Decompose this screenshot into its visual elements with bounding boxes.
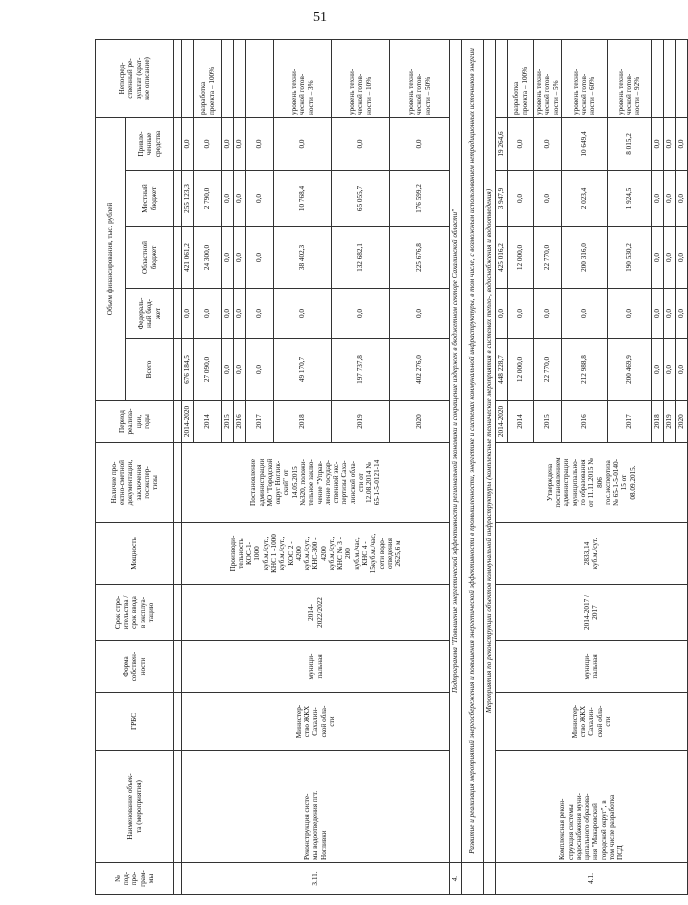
year-cell: 2014 [194, 401, 222, 443]
federal-cell: 0,0 [496, 289, 508, 339]
column-number-cell [174, 401, 182, 443]
attracted-cell: 0,0 [390, 117, 450, 170]
page-number: 51 [313, 10, 327, 25]
object-period: 2014-2017 / 2017 [496, 585, 688, 641]
result-cell [246, 39, 274, 117]
header-funding: Объем финансирования, тыс. рублей [96, 117, 126, 400]
attracted-cell: 10 649,4 [561, 117, 607, 170]
year-cell: 2018 [274, 401, 332, 443]
total-cell: 0,0 [246, 339, 274, 401]
year-cell: 2017 [607, 401, 651, 443]
object-number: 3.11. [182, 863, 450, 895]
attracted-cell: 0,0 [508, 117, 534, 170]
federal-cell: 0,0 [194, 289, 222, 339]
regional-cell: 225 676,8 [390, 227, 450, 289]
financing-row [182, 39, 194, 894]
regional-cell: 132 682,1 [332, 227, 390, 289]
column-number-cell [174, 751, 182, 863]
local-cell: 1 924,5 [607, 171, 651, 227]
object-name: Реконструкция систе- мы водоотведения пгт. Ногливки [182, 751, 450, 863]
measures-title: Мероприятия по реконструкции объектов коммунальной инфраструктуры (комплексные технические мероприятия в системах тепло-, водоснабжения и водоотведения) [484, 39, 496, 862]
column-number-cell [174, 289, 182, 339]
year-cell: 2020 [390, 401, 450, 443]
object-name: Комплексная рекон- струкция системы водоснабжения муни- ципального образова- ния "Макаровский городской округ", в том числе разработка ПСД [496, 751, 688, 863]
attracted-cell: 0,0 [651, 117, 663, 170]
result-cell: разработка проекта – 100% [508, 39, 534, 117]
column-number-cell [174, 117, 182, 170]
federal-cell: 0,0 [675, 289, 687, 339]
header-ownership: Форма собствен- ности [96, 641, 174, 693]
federal-cell: 0,0 [390, 289, 450, 339]
year-cell: 2015 [534, 401, 562, 443]
column-number-cell [174, 39, 182, 117]
header-period: Срок стро- ительства / срок ввода в эксплуа- тацию [96, 585, 174, 641]
goal-empty-cell [462, 863, 484, 895]
header-row-1 [96, 39, 126, 894]
header-federal: Федераль- ный бюд- жет [126, 289, 174, 339]
attracted-cell: 0,0 [534, 117, 562, 170]
column-number-cell [174, 227, 182, 289]
local-cell: 0,0 [663, 171, 675, 227]
object-ownership: муници- пальная [496, 641, 688, 693]
column-number-cell [174, 443, 182, 523]
local-cell: 255 123,3 [182, 171, 194, 227]
result-cell [496, 39, 508, 117]
result-cell [222, 39, 234, 117]
federal-cell: 0,0 [332, 289, 390, 339]
object-capacity: 2833,14 куб.м./сут. [496, 523, 688, 585]
year-cell: 2015 [222, 401, 234, 443]
header-grbs: ГРБС [96, 693, 174, 751]
attracted-cell: 0,0 [274, 117, 332, 170]
result-cell: уровень техни- ческой готов- ности – 5% [534, 39, 562, 117]
regional-cell: 0,0 [651, 227, 663, 289]
local-cell: 176 599,2 [390, 171, 450, 227]
regional-cell: 0,0 [675, 227, 687, 289]
object-docs: Постановление администрации МО "Городской округ Ноглик- ский" от 14.05.2015 №320, положи- тельное заклю- чение "Управ- ление государ- ственной экс- пертизы Саха- линской обла- сти от 12.08.2014 № 65-1-5-0121-14 [182, 443, 450, 523]
total-cell: 0,0 [234, 339, 246, 401]
federal-cell: 0,0 [607, 289, 651, 339]
attracted-cell: 19 264,6 [496, 117, 508, 170]
financing-row [496, 39, 508, 894]
result-cell [182, 39, 194, 117]
total-cell: 676 184,5 [182, 339, 194, 401]
column-number-cell [174, 171, 182, 227]
column-number-cell [174, 585, 182, 641]
federal-cell: 0,0 [651, 289, 663, 339]
regional-cell: 24 300,0 [194, 227, 222, 289]
header-regional: Областной бюджет [126, 227, 174, 289]
column-number-cell [174, 641, 182, 693]
federal-cell: 0,0 [182, 289, 194, 339]
result-cell [663, 39, 675, 117]
federal-cell: 0,0 [561, 289, 607, 339]
local-cell: 0,0 [222, 171, 234, 227]
column-number-cell [174, 863, 182, 895]
total-cell: 200 469,9 [607, 339, 651, 401]
goal-row [462, 39, 484, 894]
regional-cell: 0,0 [246, 227, 274, 289]
total-cell: 448 228,7 [496, 339, 508, 401]
regional-cell: 12 000,0 [508, 227, 534, 289]
header-total: Всего [126, 339, 174, 401]
result-cell: уровень техни- ческой готов- ности – 3% [274, 39, 332, 117]
total-cell: 0,0 [675, 339, 687, 401]
year-cell: 2018 [651, 401, 663, 443]
year-cell: 2016 [561, 401, 607, 443]
year-cell: 2016 [234, 401, 246, 443]
measures-row [484, 39, 496, 894]
federal-cell: 0,0 [534, 289, 562, 339]
attracted-cell: 0,0 [182, 117, 194, 170]
column-number-cell [174, 693, 182, 751]
local-cell: 0,0 [534, 171, 562, 227]
year-cell: 2014 [508, 401, 534, 443]
attracted-cell: 0,0 [234, 117, 246, 170]
regional-cell: 190 530,2 [607, 227, 651, 289]
financing-table [95, 39, 688, 895]
object-4-1-body [496, 39, 688, 894]
attracted-cell: 0,0 [675, 117, 687, 170]
object-period: 2014- 2022/2022 [182, 585, 450, 641]
rotated-table-container [95, 40, 686, 895]
regional-cell: 0,0 [234, 227, 246, 289]
header-name: Наименование объек- та (мероприятия) [96, 751, 174, 863]
local-cell: 65 055,7 [332, 171, 390, 227]
federal-cell: 0,0 [234, 289, 246, 339]
local-cell: 0,0 [651, 171, 663, 227]
federal-cell: 0,0 [508, 289, 534, 339]
subprogram-row [450, 39, 462, 894]
header-capacity: Мощность [96, 523, 174, 585]
local-cell: 3 947,9 [496, 171, 508, 227]
object-grbs: Министер- ство ЖКХ Сахалин- ской обла- сти [496, 693, 688, 751]
result-cell: разработка проекта – 100% [194, 39, 222, 117]
column-number-cell [174, 523, 182, 585]
object-grbs: Министер- ство ЖКХ Сахалин- ской обла- сти [182, 693, 450, 751]
local-cell: 0,0 [508, 171, 534, 227]
header-attracted: Привле- ченные средства [126, 117, 174, 170]
object-capacity: Производи- тельность КОС-1- 1000 куб.м./сут., КНС 1 -1000 куб.м./сут., КОС 2 - 4200 куб.м./сут., КНС-300 - 4200 куб.м./сут., КНС № 3 - 200 куб.м./час, КНС 4 - 15куб.м./час, сети водо- отведения 2625,6 м [182, 523, 450, 585]
total-cell: 0,0 [651, 339, 663, 401]
regional-cell: 425 016,2 [496, 227, 508, 289]
header-num: № под- про- грам- мы [96, 863, 174, 895]
result-cell [675, 39, 687, 117]
total-cell: 402 276,0 [390, 339, 450, 401]
result-cell: уровень техни- ческой готов- ности – 50% [390, 39, 450, 117]
local-cell: 0,0 [675, 171, 687, 227]
header-result: Непосред- ственный ре- зультат (крат- кое описание) [96, 39, 174, 117]
local-cell: 0,0 [234, 171, 246, 227]
result-cell: уровень техни- ческой готов- ности – 92% [607, 39, 651, 117]
attracted-cell: 0,0 [663, 117, 675, 170]
local-cell: 2 790,0 [194, 171, 222, 227]
subprogram-title: Подпрограмма "Повышение энергетической эффективности региональной экономики и сокращение издержек в бюджетном секторе Сахалинской области" [450, 39, 462, 862]
object-number: 4.1. [496, 863, 688, 895]
result-cell [651, 39, 663, 117]
total-cell: 197 737,8 [332, 339, 390, 401]
attracted-cell: 0,0 [222, 117, 234, 170]
attracted-cell: 0,0 [332, 117, 390, 170]
total-cell: 49 170,7 [274, 339, 332, 401]
section-number: 4. [450, 863, 462, 895]
object-docs: Утверждена постановлением администрации муниципально- го образования от 11.11.2015 № 806 гос.экспертиза № 65-1-5-0140- 15 от 08.09.2015. [496, 443, 688, 523]
regional-cell: 200 316,0 [561, 227, 607, 289]
result-cell: уровень техни- ческой готов- ности – 60% [561, 39, 607, 117]
attracted-cell: 0,0 [246, 117, 274, 170]
year-cell: 2019 [332, 401, 390, 443]
regional-cell: 38 402,3 [274, 227, 332, 289]
header-local: Местный бюджет [126, 171, 174, 227]
object-3-11-body [182, 39, 450, 894]
column-number-row [174, 39, 182, 894]
year-cell: 2019 [663, 401, 675, 443]
regional-cell: 22 770,0 [534, 227, 562, 289]
total-cell: 22 770,0 [534, 339, 562, 401]
local-cell: 0,0 [246, 171, 274, 227]
measures-empty-cell [484, 863, 496, 895]
header-docs: Наличие про- ектно-сметной документации, заключения госэкспер- тизы [96, 443, 174, 523]
regional-cell: 421 061,2 [182, 227, 194, 289]
regional-cell: 0,0 [222, 227, 234, 289]
year-cell: 2017 [246, 401, 274, 443]
regional-cell: 0,0 [663, 227, 675, 289]
goal-text: Развитие и реализация мероприятий энергосбережения и повышения энергетической эффективности в промышленности, энергетике и системах коммунальной инфраструктуры, в том числе, с возможным использованием нетрадиционных источников энергии [462, 39, 484, 862]
total-cell: 212 988,8 [561, 339, 607, 401]
object-ownership: муници- пальная [182, 641, 450, 693]
subprogram-section [450, 39, 496, 894]
year-cell: 2020 [675, 401, 687, 443]
local-cell: 2 023,4 [561, 171, 607, 227]
attracted-cell: 8 015,2 [607, 117, 651, 170]
column-number-cell [174, 339, 182, 401]
result-cell: уровень техни- ческой готов- ности – 10% [332, 39, 390, 117]
total-cell: 27 090,0 [194, 339, 222, 401]
total-cell: 0,0 [222, 339, 234, 401]
total-cell: 0,0 [663, 339, 675, 401]
local-cell: 10 768,4 [274, 171, 332, 227]
attracted-cell: 0,0 [194, 117, 222, 170]
federal-cell: 0,0 [246, 289, 274, 339]
total-cell: 12 000,0 [508, 339, 534, 401]
year-cell: 2014-2020 [496, 401, 508, 443]
result-cell [234, 39, 246, 117]
year-cell: 2014-2020 [182, 401, 194, 443]
header-impl-period: Период реализа- ции, годы [96, 401, 174, 443]
federal-cell: 0,0 [663, 289, 675, 339]
federal-cell: 0,0 [274, 289, 332, 339]
federal-cell: 0,0 [222, 289, 234, 339]
